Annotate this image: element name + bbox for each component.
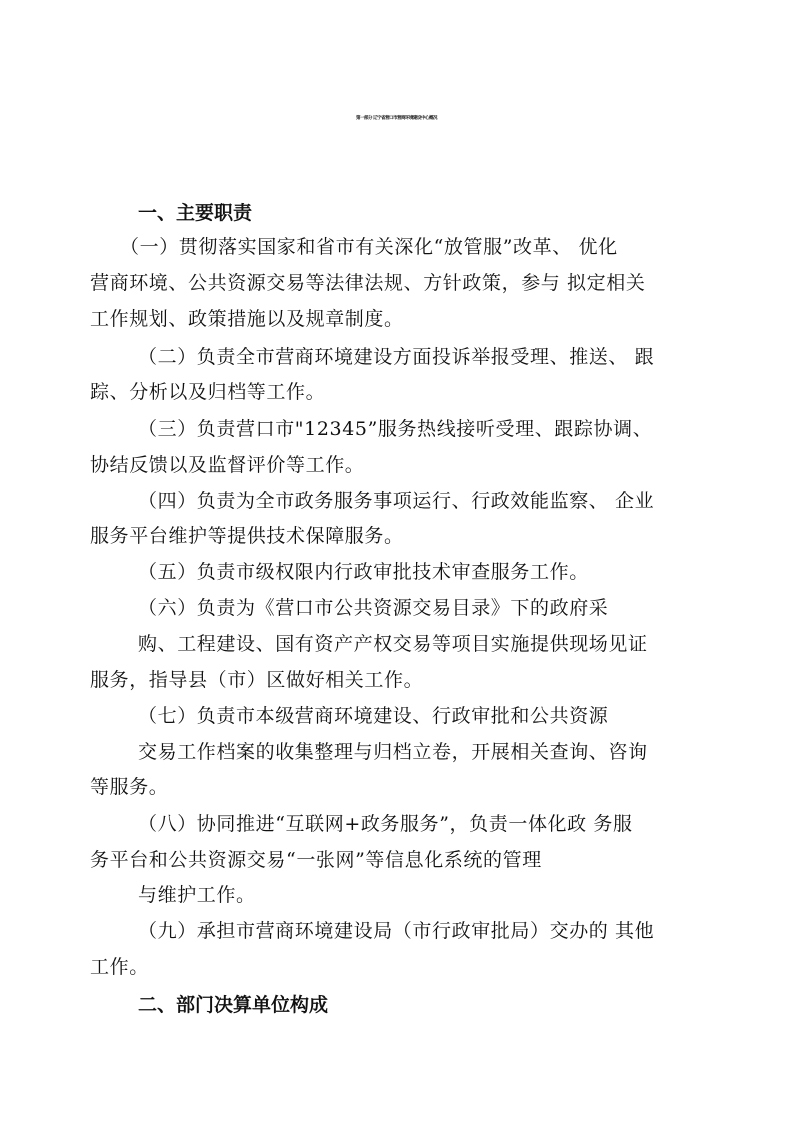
text-line: （四）负责为全市政务服务事项运行、行政效能监察、 企业	[138, 490, 655, 512]
text-line: （二）负责全市营商环境建设方面投诉举报受理、推送、 跟	[138, 346, 655, 368]
text-line: 交易工作档案的收集整理与归档立卷，开展相关查询、咨询	[138, 741, 648, 763]
text-line: 等服务。	[90, 776, 169, 798]
text-line: 协结反馈以及监督评价等工作。	[90, 454, 365, 476]
page-title: 第一部分 辽宁省营口市营商环境建设中心概况	[355, 116, 438, 121]
text-line: 服务，指导县（市）区做好相关工作。	[90, 669, 424, 691]
section-heading-units: 二、部门决算单位构成	[138, 994, 329, 1016]
text-line: （九）承担市营商环境建设局（市行政审批局）交办的 其他	[138, 920, 655, 942]
text-line: 服务平台维护等提供技术保障服务。	[90, 525, 404, 547]
text-line: 营商环境、公共资源交易等法律法规、方针政策，参与 拟定相关	[90, 272, 646, 294]
text-line: 与维护工作。	[138, 884, 256, 906]
text-line: （八）协同推进“互联网+政务服务”，负责一体化政 务服	[138, 813, 633, 835]
text-line: （三）负责营口市"12345”服务热线接听受理、跟踪协调、	[138, 418, 653, 440]
text-line: 工作。	[90, 956, 149, 978]
section-heading-duties: 一、主要职责	[138, 202, 253, 224]
text-line: 购、工程建设、国有资产产权交易等项目实施提供现场见证	[138, 633, 648, 655]
text-line: （五）负责市级权限内行政审批技术审查服务工作。	[138, 561, 589, 583]
text-line: 务平台和公共资源交易“一张网”等信息化系统的管理	[90, 849, 542, 871]
text-line: （六）负责为《营口市公共资源交易目录》下的政府采	[138, 597, 609, 619]
text-line: 踪、分析以及归档等工作。	[90, 381, 326, 403]
text-line: （一）贯彻落实国家和省市有关深化“放管服”改革、 优化	[120, 236, 618, 258]
text-line: 工作规划、政策措施以及规章制度。	[90, 308, 404, 330]
text-line: （七）负责市本级营商环境建设、行政审批和公共资源	[138, 705, 609, 727]
